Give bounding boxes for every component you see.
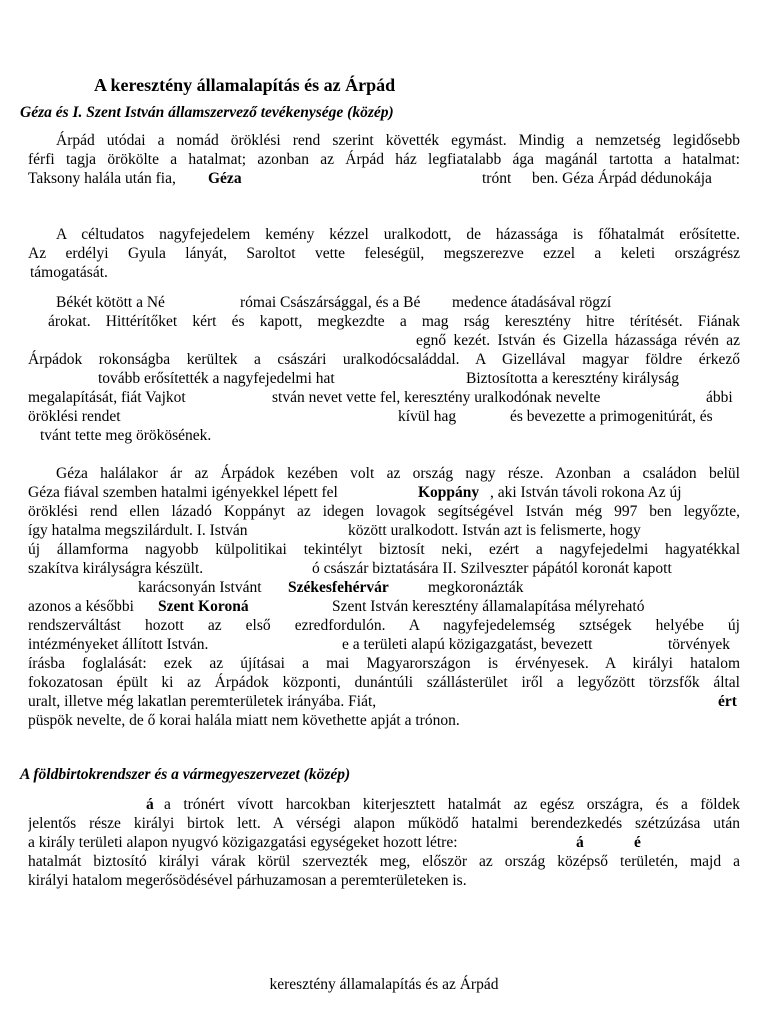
text-line: püspök nevelte, de ő korai halála miatt nem követhette apját a trónon.: [28, 712, 460, 729]
paragraph-peace-and-conversion: [28, 293, 740, 445]
text-fragment: megalapítását, fiát Vajkot: [28, 389, 186, 406]
text-line: öröklési rend ellen lázadó Koppányt az idegen lovagok segítségével István még 997 ben legyőzte,: [28, 503, 740, 520]
bold-fragment: á: [576, 834, 584, 851]
bold-name-koppany: Koppány: [418, 484, 480, 501]
text-fragment: Taksony halála után fia,: [28, 170, 176, 187]
text-fragment: római Császársággal, és a Bé: [240, 294, 421, 311]
bold-name-geza: Géza: [208, 170, 242, 187]
text-line: A céltudatos nagyfejedelem kemény kézzel uralkodott, de házassága is főhatalmát erősítette.: [56, 226, 740, 243]
text-fragment: és bevezette a primogenitúrát, és: [510, 408, 713, 425]
text-fragment: intézményeket állított István.: [28, 636, 209, 653]
text-line: írásba foglalását: ezek az újításai a mai Magyarországon is érvényesek. A királyi hatalom: [28, 655, 740, 672]
text-fragment: ábbi: [706, 389, 733, 406]
text-line: [28, 833, 740, 852]
paragraph-land-ownership: [28, 795, 740, 890]
text-line: Az erdélyi Gyula lányát, Saroltot vette feleségül, megszerezve ezzel a keleti országrész: [28, 245, 740, 262]
bold-name-fragment: ért: [718, 693, 737, 710]
text-fragment: egnő kezét. István és Gizella házassága révén az: [416, 332, 740, 349]
text-line: Árpád utódai a nomád öröklési rend szerint követték egymást. Mindig a nemzetség legidősebb: [56, 132, 740, 149]
text-fragment: így hatalma megszilárdult. I. István: [28, 522, 248, 539]
text-line: [28, 293, 740, 312]
text-line: [28, 388, 740, 407]
text-line: hatalmát biztosító királyi várak körül szervezték meg, először az ország középső területén, majd a: [28, 853, 740, 870]
page-title: A keresztény államalapítás és az Árpád: [94, 75, 396, 95]
text-fragment: stván nevet vette fel, keresztény uralkodónak nevelte: [272, 389, 601, 406]
text-fragment: a király területi alapon nyugvó közigazgatási egységeket hozott létre:: [28, 834, 458, 851]
text-line: árokat. Hittérítőket kért és kapott, megkezdte a mag rság keresztény hitre térítését. Fiának: [48, 313, 740, 330]
bold-fragment: á: [146, 796, 154, 813]
text-fragment: e a területi alapú közigazgatást, bevezett: [342, 636, 593, 653]
text-line: [28, 795, 740, 814]
text-line: [28, 597, 740, 616]
text-line: új államforma nagyobb külpolitikai tekintélyt biztosít neki, ezért a nagyfejedelmi hagyatékkal: [28, 541, 740, 558]
bold-holy-crown: Szent Koroná: [158, 598, 249, 615]
section-heading-geza-istvan: Géza és I. Szent István államszervező tevékenysége (közép): [20, 104, 394, 121]
text-fragment: , aki István távoli rokona Az új: [490, 484, 682, 501]
text-line: [28, 369, 740, 388]
text-fragment: Szent István keresztény államalapítása mélyreható: [332, 598, 645, 615]
text-line: támogatását.: [30, 264, 108, 281]
text-line: fokozatosan épült ki az Árpádok központi, dunántúli szállásterület iről a legyőzött törzsfők által: [28, 674, 740, 691]
text-fragment: tovább erősítették a nagyfejedelmi hat: [98, 370, 335, 387]
text-fragment: Békét kötött a Né: [56, 294, 165, 311]
text-line: [28, 169, 740, 188]
text-fragment: szakítva királyságra készült.: [28, 560, 204, 577]
text-line: Géza halálakor ár az Árpádok kezében volt az ország nagy része. Azonban a családon belül: [56, 465, 740, 482]
text-fragment: megkoronázták: [428, 579, 524, 596]
text-fragment: között uralkodott. István azt is felismerte, hogy: [348, 522, 641, 539]
text-line: [28, 483, 740, 502]
paragraph-nomadic-succession: [28, 131, 740, 188]
text-line: férfi tagja örökölte a hatalmat; azonban az Árpád ház legfiatalabb ága magánál tartotta a hatalmat:: [28, 151, 740, 168]
text-fragment: Biztosította a keresztény királyság: [466, 370, 680, 387]
text-line: [28, 331, 740, 350]
text-fragment: Géza fiával szemben hatalmi igényekkel lépett fel: [28, 484, 338, 501]
bold-fragment: é: [634, 834, 641, 851]
text-line: jelentős része királyi birtok lett. A vérségi alapon működő hatalmi berendezkedés szétzúzása után: [28, 815, 740, 832]
text-line: rendszerváltást hozott az első ezredfordulón. A nagyfejedelemség sztségek helyébe új: [28, 617, 740, 634]
text-fragment: öröklési rendet: [28, 408, 121, 425]
text-fragment: uralt, illetve még lakatlan peremterületek irányába. Fiát,: [28, 693, 377, 710]
text-fragment: törvények: [668, 636, 730, 653]
text-line: [28, 521, 740, 540]
text-line: [28, 407, 740, 426]
section-heading-land-and-counties: A földbirtokrendszer és a vármegyeszervezet (közép): [20, 766, 351, 783]
text-line: [28, 578, 740, 597]
text-line: tvánt tette meg örökösének.: [40, 427, 212, 444]
paragraph-koppany-and-coronation: [28, 464, 740, 730]
text-line: [28, 635, 740, 654]
text-line: Árpádok rokonságba kerültek a császári uralkodócsaláddal. A Gizellával magyar földre érkező: [28, 351, 740, 368]
text-fragment: medence átadásával rögzí: [452, 294, 612, 311]
text-fragment: azonos a későbbi: [28, 598, 134, 615]
text-fragment: kívül hag: [398, 408, 457, 425]
text-fragment: ben. Géza Árpád dédunokája: [532, 170, 712, 187]
text-fragment: a trónért vívott harcokban kiterjesztett hatalmát az egész országra, és a földek: [164, 796, 740, 813]
bold-place-szekesfehervar: Székesfehérvár: [288, 579, 389, 596]
page-footer: keresztény államalapítás és az Árpád: [269, 976, 499, 993]
text-line: királyi hatalom megerősödésével párhuzamosan a peremterületeken is.: [28, 872, 467, 889]
text-line: [28, 692, 740, 711]
paragraph-grand-prince: [28, 225, 740, 282]
text-fragment: trónt: [482, 170, 512, 187]
text-fragment: karácsonyán Istvánt: [138, 579, 262, 596]
text-fragment: ó császár biztatására II. Szilveszter pápától koronát kapott: [312, 560, 672, 577]
text-line: [28, 559, 740, 578]
